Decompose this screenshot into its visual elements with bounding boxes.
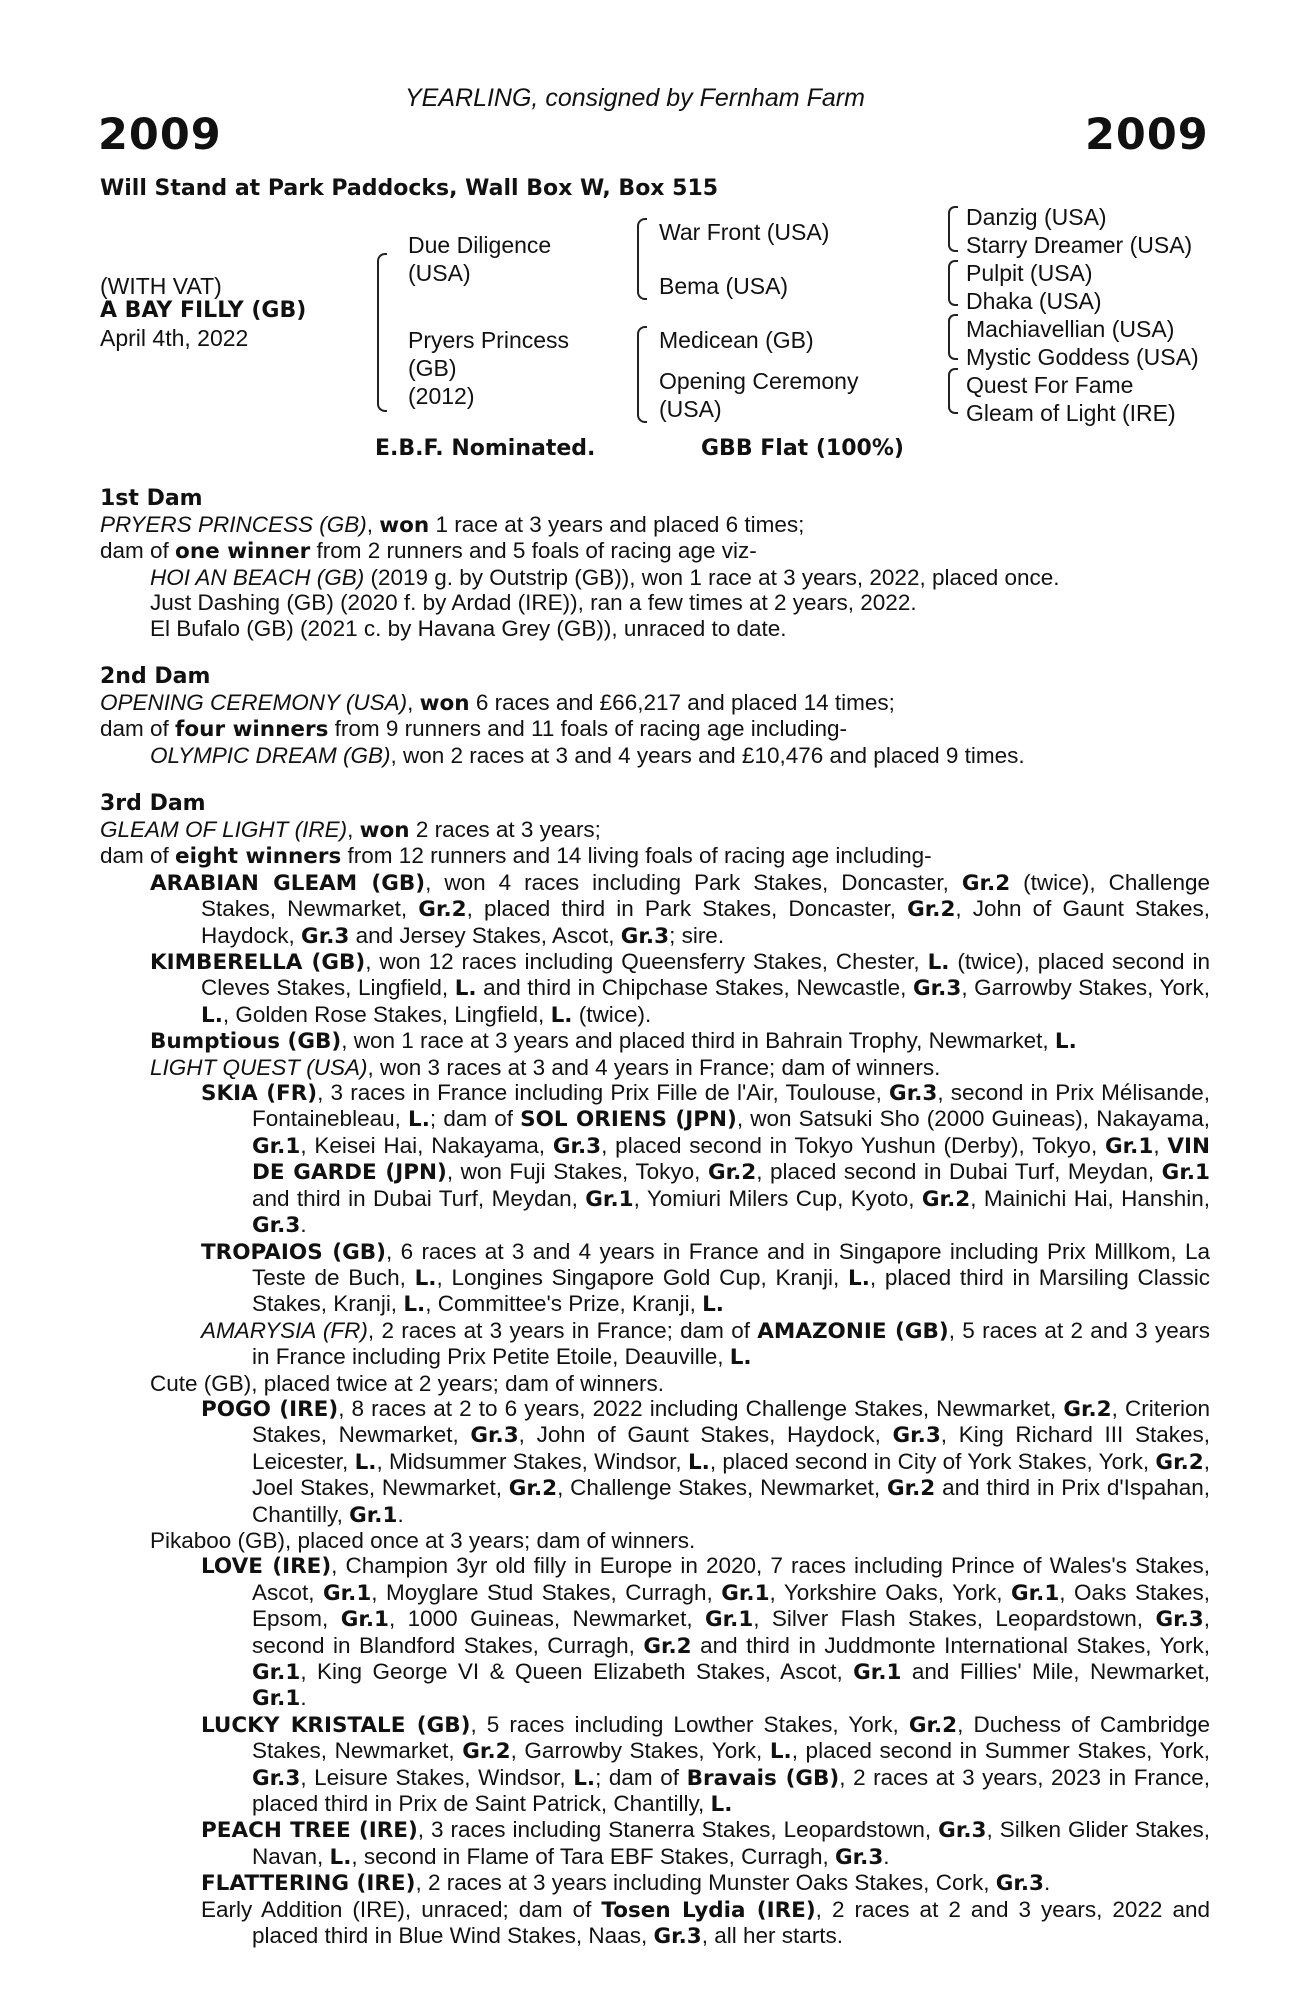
pedigree-sire-line2: (USA): [408, 260, 471, 286]
pedigree-brace-g3-2: [948, 260, 958, 306]
pedigree-dam-dam-line1: Opening Ceremony: [659, 368, 859, 394]
progeny-entry: KIMBERELLA (GB), won 12 races including Queensferry Stakes, Chester, L. (twice), placed second in Cleves Stakes, Lingfield, L. and third in Chipchase Stakes, Newcastle, Gr.3, Garrowby Stakes, York, L., Golden Rose Stakes, Lingfield, L. (twice).: [150, 949, 1210, 1028]
grand-progeny-entry: TROPAIOS (GB), 6 races at 3 and 4 years in France and in Singapore including Prix Millkom, La Teste de Buch, L., Longines Singapore Gold Cup, Kranji, L., placed third in Marsiling Classic Stakes, Kranji, L., Committee's Prize, Kranji, L.: [201, 1238, 1211, 1318]
grand-progeny-entry: POGO (IRE), 8 races at 2 to 6 years, 2022 including Challenge Stakes, Newmarket, Gr.2, Criterion Stakes, Newmarket, Gr.3, John of Gaunt Stakes, Haydock, Gr.3, King Richard III Stakes, Leicester, L., Midsummer Stakes, Windsor, L., placed second in City of York Stakes, York, Gr.2, Joel Stakes, Newmarket, Gr.2, Challenge Stakes, Newmarket, Gr.2 and third in Prix d'Ispahan, Chantilly, Gr.1.: [201, 1395, 1210, 1528]
grand-progeny-entry: LOVE (IRE), Champion 3yr old filly in Europe in 2020, 7 races including Prince of Wales's Stakes, Ascot, Gr.1, Moyglare Stud Stakes, Curragh, Gr.1, Yorkshire Oaks, York, Gr.1, Oaks Stakes, Epsom, Gr.1, 1000 Guineas, Newmarket, Gr.1, Silver Flash Stakes, Leopardstown, Gr.3, second in Blandford Stakes, Curragh, Gr.2 and third in Juddmonte International Stakes, York, Gr.1, King George VI & Queen Elizabeth Stakes, Ascot, Gr.1 and Fillies' Mile, Newmarket, Gr.1.: [201, 1553, 1211, 1712]
pedigree-dam-line3: (2012): [408, 383, 475, 409]
section-heading: 2nd Dam: [100, 664, 211, 689]
pedigree-sire: [408, 231, 551, 287]
pedigree-g3-name: Machiavellian (USA): [966, 316, 1175, 342]
progeny-entry: ARABIAN GLEAM (GB), won 4 races including Park Stakes, Doncaster, Gr.2 (twice), Challenge Stakes, Newmarket, Gr.2, placed third in Park Stakes, Doncaster, Gr.2, John of Gaunt Stakes, Haydock, Gr.3 and Jersey Stakes, Ascot, Gr.3; sire.: [150, 869, 1210, 949]
grand-progeny-entry: FLATTERING (IRE), 2 races at 3 years including Munster Oaks Stakes, Cork, Gr.3.: [201, 1870, 1051, 1897]
pedigree-g3-name: Gleam of Light (IRE): [966, 400, 1176, 426]
grand-progeny-entry: SKIA (FR), 3 races in France including Prix Fille de l'Air, Toulouse, Gr.3, second in Prix Mélisande, Fontainebleau, L.; dam of SOL ORIENS (JPN), won Satsuki Sho (2000 Guineas), Nakayama, Gr.1, Keisei Hai, Nakayama, Gr.3, placed second in Tokyo Yushun (Derby), Tokyo, Gr.1, VIN DE GARDE (JPN), won Fuji Stakes, Tokyo, Gr.2, placed second in Dubai Turf, Meydan, Gr.1 and third in Dubai Turf, Meydan, Gr.1, Yomiuri Milers Cup, Kyoto, Gr.2, Mainichi Hai, Hanshin, Gr.3.: [201, 1080, 1211, 1239]
progeny-entry: Cute (GB), placed twice at 2 years; dam of winners.: [150, 1370, 664, 1396]
progeny-line: OLYMPIC DREAM (GB), won 2 races at 3 and 4 years and £10,476 and placed 9 times.: [150, 742, 1025, 768]
pedigree-dam-line2: (GB): [408, 355, 457, 381]
dam-line: OPENING CEREMONY (USA), won 6 races and £66,217 and placed 14 times;: [100, 690, 895, 716]
pedigree-sire-sire: War Front (USA): [659, 219, 830, 245]
dam-line: PRYERS PRINCESS (GB), won 1 race at 3 years and placed 6 times;: [100, 512, 805, 538]
pedigree-dam-dam: [659, 367, 858, 423]
grand-progeny-entry: Early Addition (IRE), unraced; dam of Tosen Lydia (IRE), 2 races at 2 and 3 years, 2022 and placed third in Blue Wind Stakes, Naas, Gr.3, all her starts.: [201, 1896, 1210, 1950]
progeny-line: Just Dashing (GB) (2020 f. by Ardad (IRE)), ran a few times at 2 years, 2022.: [150, 590, 917, 616]
progeny-line: HOI AN BEACH (GB) (2019 g. by Outstrip (GB)), won 1 race at 3 years, 2022, placed once.: [150, 564, 1060, 590]
pedigree-g3-1: [966, 203, 1199, 427]
pedigree-brace-dam: [637, 326, 647, 423]
progeny-line: El Bufalo (GB) (2021 c. by Havana Grey (GB)), unraced to date.: [150, 615, 787, 641]
first-dam-section: [100, 486, 1210, 641]
dam-line: GLEAM OF LIGHT (IRE), won 2 races at 3 years;: [100, 817, 601, 843]
pedigree-brace-g3-3: [948, 314, 958, 360]
dam-line: dam of eight winners from 12 runners and 14 living foals of racing age including-: [100, 843, 932, 870]
pedigree-brace-g3-4: [948, 368, 958, 414]
pedigree-g3-name: Dhaka (USA): [966, 288, 1102, 314]
pedigree-sire-dam: Bema (USA): [659, 273, 789, 299]
progeny-entry: Pikaboo (GB), placed once at 3 years; dam of winners.: [150, 1527, 696, 1553]
vat-note: (WITH VAT): [100, 273, 222, 299]
horse-name: A BAY FILLY (GB): [100, 298, 307, 323]
pedigree-brace-main: [377, 253, 387, 412]
pedigree-dam-sire: Medicean (GB): [659, 327, 814, 353]
pedigree-dam: [408, 326, 569, 410]
pedigree-brace-g3-1: [948, 206, 958, 252]
progeny-entry: LIGHT QUEST (USA), won 3 races at 3 and 4 years in France; dam of winners.: [150, 1054, 941, 1080]
lot-number-left: 2009: [98, 110, 222, 160]
dam-line: dam of four winners from 9 runners and 11 foals of racing age including-: [100, 716, 848, 743]
grand-progeny-entry: LUCKY KRISTALE (GB), 5 races including Lowther Stakes, York, Gr.2, Duchess of Cambridge Stakes, Newmarket, Gr.2, Garrowby Stakes, York, L., placed second in Summer Stakes, York, Gr.3, Leisure Stakes, Windsor, L.; dam of Bravais (GB), 2 races at 3 years, 2023 in France, placed third in Prix de Saint Patrick, Chantilly, L.: [201, 1711, 1211, 1818]
pedigree-brace-sire: [637, 218, 647, 300]
pedigree-g3-name: Mystic Goddess (USA): [966, 344, 1199, 370]
ebf-note: E.B.F. Nominated.: [375, 436, 596, 461]
grand-progeny-entry: AMARYSIA (FR), 2 races at 3 years in France; dam of AMAZONIE (GB), 5 races at 2 and 3 years in France including Prix Petite Etoile, Deauville, L.: [201, 1317, 1210, 1371]
section-heading: 1st Dam: [100, 486, 203, 511]
pedigree-dam-line1: Pryers Princess: [408, 327, 570, 353]
second-dam-section: [100, 664, 1210, 768]
gbb-note: GBB Flat (100%): [701, 436, 904, 461]
third-dam-section: [100, 791, 1210, 1949]
stand-location: Will Stand at Park Paddocks, Wall Box W, Box 515: [100, 176, 719, 201]
pedigree-g3-name: Starry Dreamer (USA): [966, 232, 1193, 258]
dam-line: dam of one winner from 2 runners and 5 foals of racing age viz-: [100, 538, 757, 565]
section-heading: 3rd Dam: [100, 791, 206, 816]
progeny-entry: Bumptious (GB), won 1 race at 3 years and placed third in Bahrain Trophy, Newmarket, L.: [150, 1028, 1077, 1055]
foaling-date: April 4th, 2022: [100, 325, 249, 351]
pedigree-sire-line1: Due Diligence: [408, 232, 552, 258]
lot-number-right: 2009: [1085, 110, 1209, 160]
grand-progeny-entry: PEACH TREE (IRE), 3 races including Stanerra Stakes, Leopardstown, Gr.3, Silken Glider Stakes, Navan, L., second in Flame of Tara EBF Stakes, Curragh, Gr.3.: [201, 1817, 1211, 1870]
consignment-line: YEARLING, consigned by Fernham Farm: [405, 84, 865, 112]
pedigree-dam-dam-line2: (USA): [659, 396, 722, 422]
pedigree-g3-name: Pulpit (USA): [966, 260, 1093, 286]
pedigree-g3-name: Quest For Fame: [966, 372, 1134, 398]
pedigree-g3-name: Danzig (USA): [966, 204, 1107, 230]
